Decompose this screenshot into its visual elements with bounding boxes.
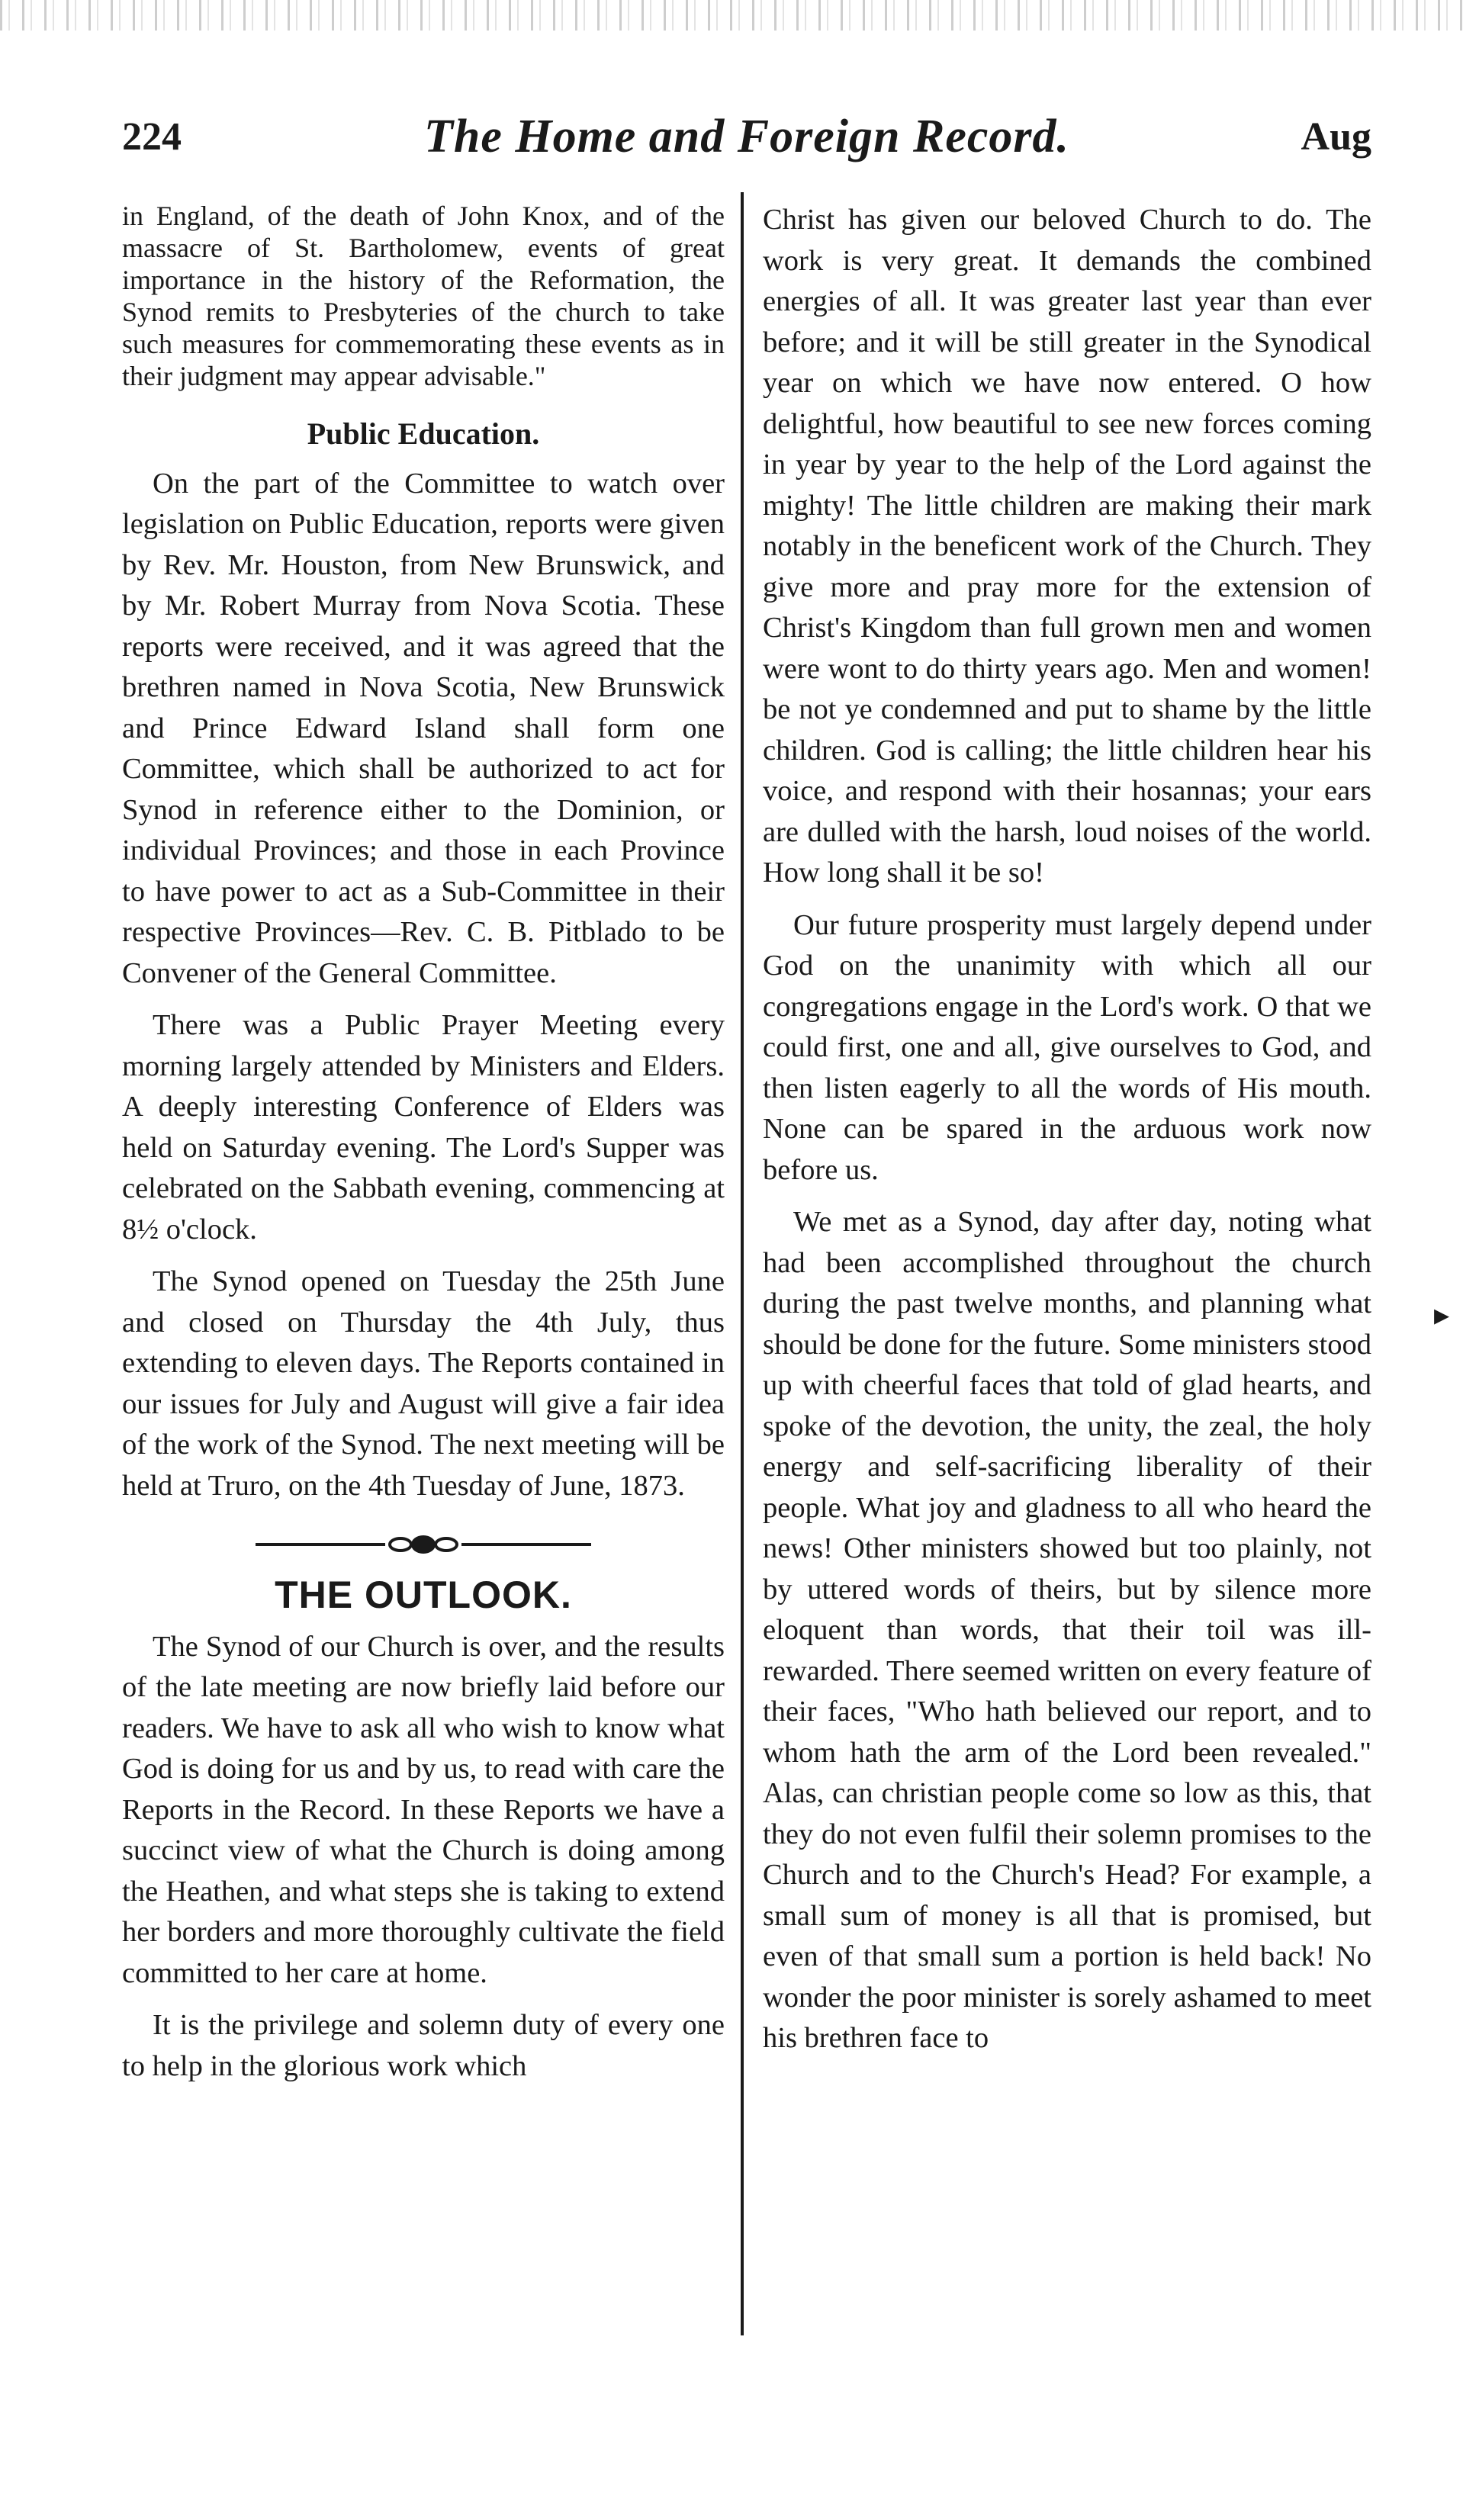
decorative-divider-icon <box>256 1529 591 1560</box>
page-header <box>122 111 1371 175</box>
right-column <box>763 200 1371 2071</box>
column-divider <box>741 192 744 2335</box>
outlook-heading: THE OUTLOOK. <box>275 1573 572 1616</box>
journal-title: The Home and Foreign Record. <box>423 111 1070 162</box>
scan-noise-border <box>0 0 1463 31</box>
paragraph-christ-work: Christ has given our beloved Church to do. The work is very great. It demands the combined energies of all. It was greater last year than ever before; and it will be still greater in the Synodical year on which we have now entered. O how delightful, how beautiful to see new forces coming in year by year to the help of the Lord against the mighty! The little children are making their mark notably in the beneficent work of the Church. They give more and pray more for the extension of Christ's Kingdom than full grown men and women were wont to do thirty years ago. Men and women! be not ye condemned and put to shame by the little children. God is calling; the little children hear his voice, and respond with their hosannas; your ears are dulled with the harsh, loud noises of the world. How long shall it be so! <box>763 204 1371 889</box>
header-month: Aug <box>1301 115 1371 159</box>
paragraph-synod-dates: The Synod opened on Tuesday the 25th June and closed on Thursday the 4th July, thus extending to eleven days. The Reports contained in our issues for July and August will give a fair idea of the work of the Synod. The next meeting will be held at Truro, on the 4th Tuesday of June, 1873. <box>122 1265 725 1502</box>
arrow-mark-icon: ▸ <box>1434 1297 1450 1332</box>
paragraph-outlook-intro: The Synod of our Church is over, and the results of the late meeting are now briefly laid before our readers. We have to ask all who wish to know what God is doing for us and by us, to read with care the Reports in the Record. In these Reports we have a succinct view of what the Church is doing among the Heathen, and what steps she is taking to extend her borders and more thoroughly cultivate the field committed to her care at home. <box>122 1630 725 1989</box>
page-number: 224 <box>122 115 182 159</box>
paragraph-public-education: On the part of the Committee to watch over legislation on Public Education, reports were given by Rev. Mr. Houston, from New Brunswick, and by Mr. Robert Murray from Nova Scotia. These reports were received, and it was agreed that the brethren named in Nova Scotia, New Brunswick and Prince Edward Island shall form one Committee, which shall be authorized to act for Synod in reference either to the Dominion, or individual Provinces; and those in each Province to have power to act as a Sub-Committee in their respective Provinces—Rev. C. B. Pitblado to be Convener of the General Committee. <box>122 467 725 989</box>
paragraph-synod-meeting: We met as a Synod, day after day, noting what had been accomplished throughout the church during the past twelve months, and planning what should be done for the future. Some ministers stood up with cheerful faces that told of glad hearts, and spoke of the devotion, the unity, the zeal, the holy energy and self-sacrificing liberality of their people. What joy and gladness to all who heard the news! Other ministers showed but too plainly, not by uttered words of theirs, but by silence more eloquent than words, that their toil was ill-rewarded. There seemed written on every feature of their faces, "Who hath believed our report, and to whom hath the arm of the Lord been revealed." Alas, can christian people come so low as this, that they do not even fulfil their solemn promises to the Church and to the Church's Head? For example, a small sum of money is all that is promised, but even of that small sum a portion is held back! No wonder the poor minister is sorely ashamed to meet his brethren face to <box>763 1206 1371 2054</box>
public-education-heading: Public Education. <box>307 416 540 451</box>
left-column <box>122 200 725 2098</box>
paragraph-future-prosperity: Our future prosperity must largely depend under God on the unanimity with which all our congregations engage in the Lord's work. O that we could first, one and all, give ourselves to God, and then listen eagerly to all the words of His mouth. None can be spared in the arduous work now before us. <box>763 908 1371 1186</box>
quoted-resolution: in England, of the death of John Knox, and of the massacre of St. Bartholomew, events of great importance in the history of the Reformation, the Synod remits to Presbyteries of the church to take such measures for commemorating these events as in their judgment may appear advisable." <box>122 201 725 391</box>
paragraph-prayer-meeting: There was a Public Prayer Meeting every morning largely attended by Ministers and Elders. A deeply interesting Conference of Elders was held on Saturday evening. The Lord's Supper was celebrated on the Sabbath evening, commencing at 8½ o'clock. <box>122 1009 725 1246</box>
paragraph-outlook-privilege: It is the privilege and solemn duty of every one to help in the glorious work which <box>122 2009 725 2082</box>
